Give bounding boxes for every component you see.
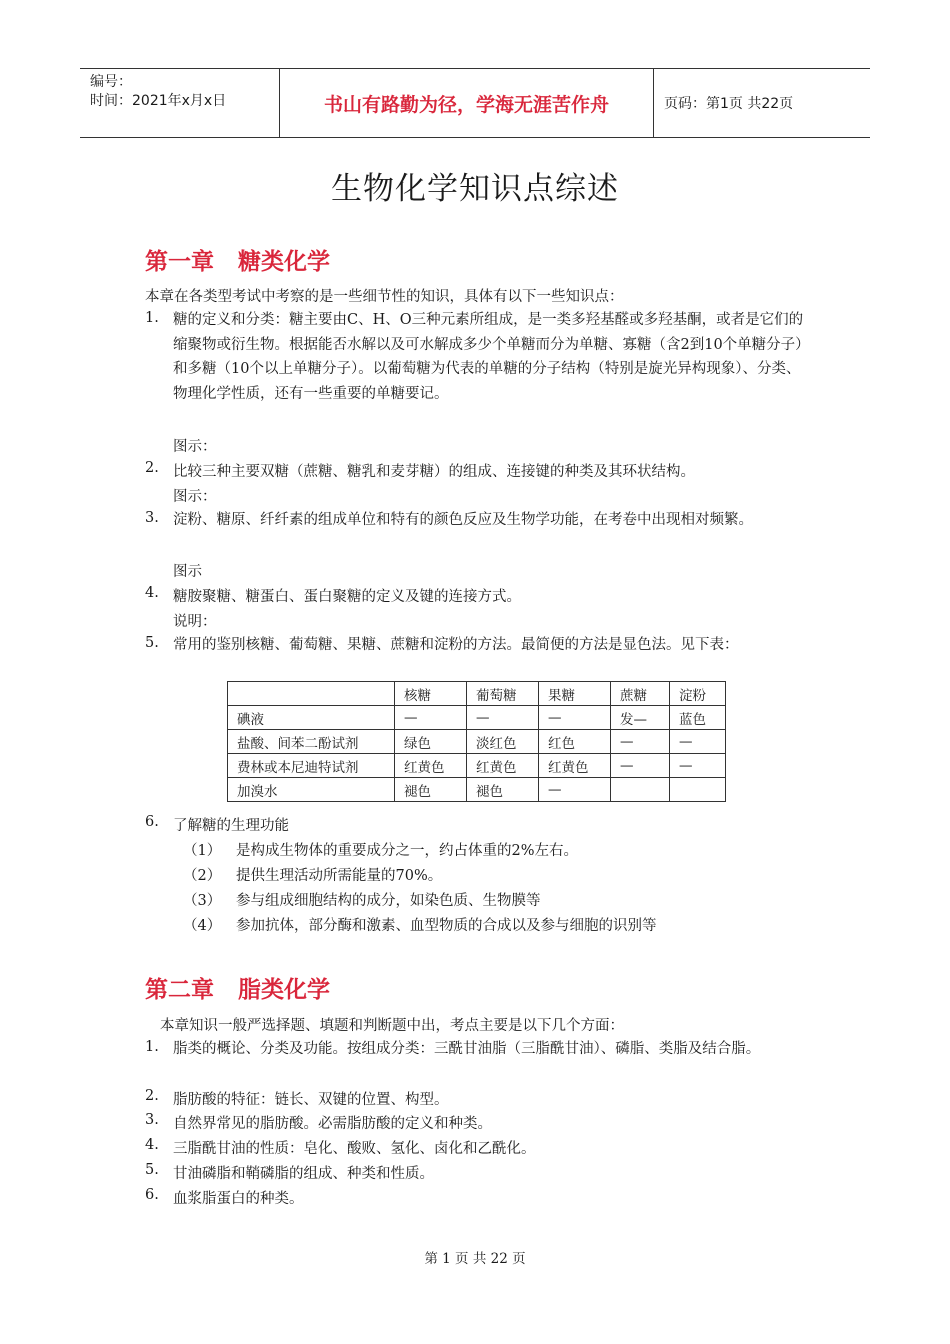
list-number: 3. (145, 1112, 159, 1128)
table-row (228, 754, 726, 778)
table-cell: — (670, 730, 726, 754)
table-cell: 发— (611, 706, 670, 730)
sub-item: 参加抗体，部分酶和激素、血型物质的合成以及参与细胞的识别等 (236, 918, 657, 934)
chapter-2-name: 脂类化学 (238, 977, 330, 1003)
table-cell: 红色 (539, 730, 611, 754)
document-title: 生物化学知识点综述 (331, 171, 619, 207)
list-number: 4. (145, 585, 159, 601)
list-item: 糖胺聚糖、糖蛋白、蛋白聚糖的定义及键的连接方式。 (173, 589, 521, 605)
table-cell: 红黄色 (539, 754, 611, 778)
table-cell: 褪色 (467, 778, 539, 802)
figure-note: 图示： (173, 489, 217, 505)
table-header-row (228, 682, 726, 706)
header-page-info: 页码：第1页 共22页 (664, 96, 794, 112)
list-item: 淀粉、糖原、纤纤素的组成单位和特有的颜色反应及生物学功能，在考卷中出现相对频繁。 (173, 512, 753, 528)
page-footer: 第 1 页 共 22 页 (424, 1251, 526, 1267)
table-cell: 绿色 (395, 730, 467, 754)
table-cell: 红黄色 (467, 754, 539, 778)
chapter-2-number: 第二章 (145, 977, 214, 1003)
chapter-1-intro: 本章在各类型考试中考察的是一些细节性的知识，具体有以下一些知识点： (145, 289, 624, 305)
sub-item: 提供生理活动所需能量的70%。 (236, 868, 443, 884)
sub-number: （3） (183, 893, 222, 909)
table-cell: — (611, 730, 670, 754)
list-number: 6. (145, 814, 159, 830)
table-row (228, 730, 726, 754)
list-item: 比较三种主要双糖（蔗糖、糖乳和麦芽糖）的组成、连接键的种类及其环状结构。 (173, 464, 695, 480)
sub-number: （1） (183, 843, 222, 859)
sugar-identification-table (227, 681, 726, 802)
table-cell (611, 778, 670, 802)
figure-note: 说明： (173, 614, 217, 630)
table-cell: 碘液 (228, 706, 395, 730)
table-cell: — (539, 706, 611, 730)
table-cell: 加溴水 (228, 778, 395, 802)
list-number: 3. (145, 510, 159, 526)
list-item: 血浆脂蛋白的种类。 (173, 1191, 304, 1207)
sub-item: 参与组成细胞结构的成分，如染色质、生物膜等 (236, 893, 541, 909)
list-item: 常用的鉴别核糖、葡萄糖、果糖、蔗糖和淀粉的方法。最简便的方法是显色法。见下表： (173, 637, 739, 653)
list-item: 甘油磷脂和鞘磷脂的组成、种类和性质。 (173, 1166, 434, 1182)
table-cell: 淡红色 (467, 730, 539, 754)
chapter-1-heading (145, 243, 330, 276)
list-number: 1. (145, 310, 159, 326)
list-item: 三脂酰甘油的性质：皂化、酸败、氢化、卤化和乙酰化。 (173, 1141, 536, 1157)
table-row (228, 778, 726, 802)
chapter-1-number: 第一章 (145, 249, 214, 275)
sub-number: （2） (183, 868, 222, 884)
sub-item: 是构成生物体的重要成分之一，约占体重的2%左右。 (236, 843, 579, 859)
list-number: 2. (145, 1088, 159, 1104)
table-row (228, 706, 726, 730)
table-header-cell: 核糖 (395, 682, 467, 706)
list-number: 4. (145, 1137, 159, 1153)
table-cell: — (467, 706, 539, 730)
table-cell: — (539, 778, 611, 802)
table-cell: 费林或本尼迪特试剂 (228, 754, 395, 778)
table-cell (228, 682, 395, 706)
header-code: 编号： (90, 74, 132, 90)
sub-number: （4） (183, 918, 222, 934)
header-meta (80, 69, 280, 137)
list-item: 脂肪酸的特征：链长、双键的位置、构型。 (173, 1092, 449, 1108)
table-cell: 红黄色 (395, 754, 467, 778)
table-cell: 褪色 (395, 778, 467, 802)
chapter-2-intro: 本章知识一般严选择题、填题和判断题中出，考点主要是以下几个方面： (160, 1018, 624, 1034)
figure-note: 图示 (173, 564, 202, 580)
table-header-cell: 蔗糖 (611, 682, 670, 706)
list-number: 5. (145, 1162, 159, 1178)
list-item: 糖的定义和分类：糖主要由C、H、O三种元素所组成，是一类多羟基醛或多羟基酮，或者是它们的缩聚物或衍生物。根据能否水解以及可水解成多少个单糖而分为单糖、寡糖（含2到10个单糖分子）和多糖（10个以上单糖分子）。以葡萄糖为代表的单糖的分子结构（特别是旋光异构现象）、分类、物理化学性质，还有一些重要的单糖要记。 (173, 312, 804, 402)
table-cell: 蓝色 (670, 706, 726, 730)
table-cell: — (611, 754, 670, 778)
table-header-cell: 葡萄糖 (467, 682, 539, 706)
header-time: 时间：2021年x月x日 (90, 93, 227, 109)
chapter-2-heading (145, 971, 330, 1004)
list-item: 了解糖的生理功能 (173, 818, 289, 834)
list-number: 1. (145, 1039, 159, 1055)
table-cell: 盐酸、间苯二酚试剂 (228, 730, 395, 754)
figure-note: 图示： (173, 439, 217, 455)
table-header-cell: 果糖 (539, 682, 611, 706)
list-number: 6. (145, 1187, 159, 1203)
list-item: 自然界常见的脂肪酸。必需脂肪酸的定义和种类。 (173, 1116, 492, 1132)
page-header (80, 68, 870, 138)
table-header-cell: 淀粉 (670, 682, 726, 706)
list-number: 5. (145, 635, 159, 651)
table-cell: — (395, 706, 467, 730)
list-number: 2. (145, 460, 159, 476)
chapter-1-name: 糖类化学 (238, 249, 330, 275)
header-motto: 书山有路勤为径，学海无涯苦作舟 (280, 69, 654, 137)
table-cell (670, 778, 726, 802)
list-item: 脂类的概论、分类及功能。按组成分类：三酰甘油脂（三脂酰甘油）、磷脂、类脂及结合脂。 (173, 1041, 761, 1057)
table-cell: — (670, 754, 726, 778)
